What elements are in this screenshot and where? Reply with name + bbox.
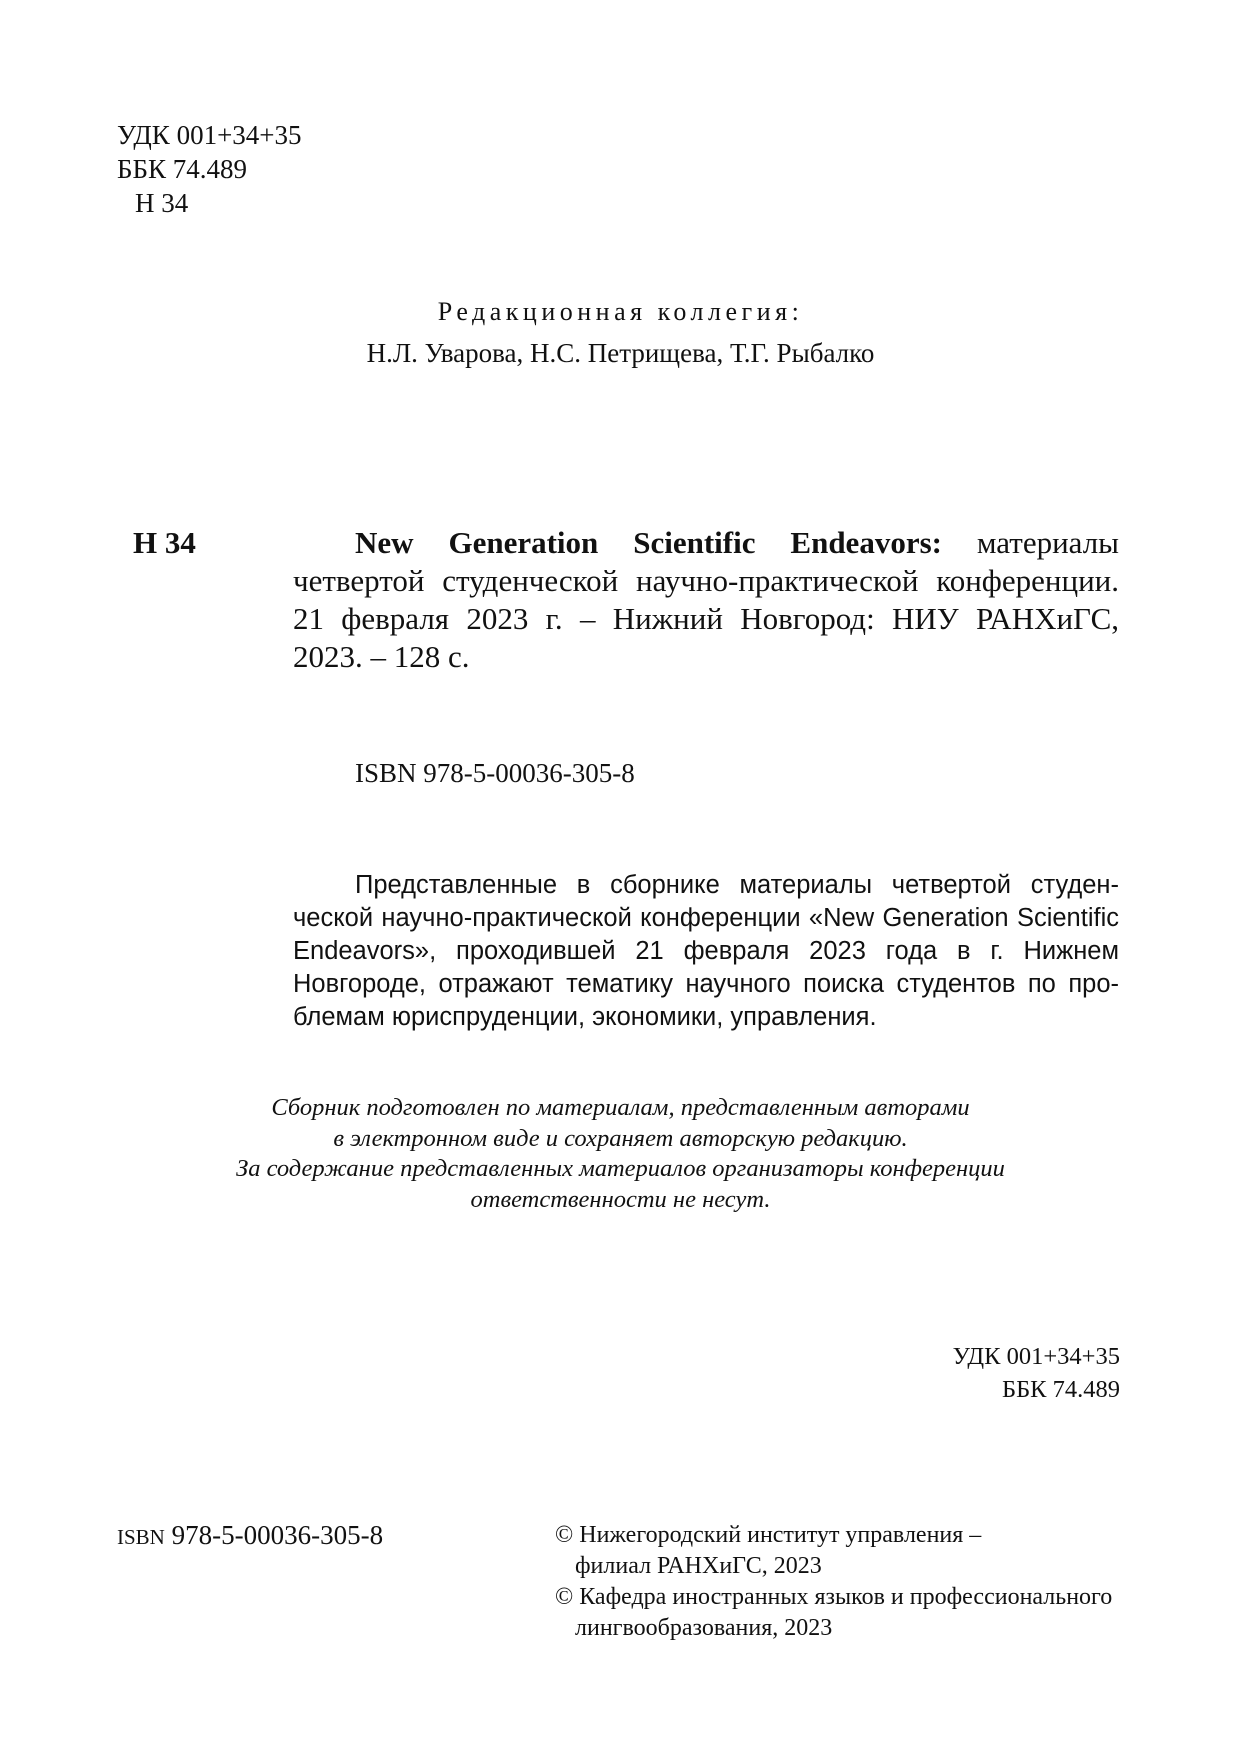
isbn-prefix: ISBN [117, 1525, 165, 1549]
bottom-classification-codes [953, 1340, 1120, 1406]
copyright-line: © Кафедра иностранных языков и профессионального [555, 1584, 1113, 1610]
copyright-line: лингвообразования, 2023 [575, 1615, 833, 1641]
editorial-board-members: Н.Л. Уварова, Н.С. Петрищева, Т.Г. Рыбалко [366, 338, 875, 368]
bibliographic-cipher: Н 34 [133, 525, 196, 560]
copyright-line: филиал РАНХиГС, 2023 [575, 1553, 822, 1579]
isbn-value: 978-5-00036-305-8 [171, 1520, 384, 1550]
disclaimer [150, 1093, 1091, 1215]
bbk-code: ББК 74.489 [117, 154, 248, 184]
editorial-board-title: Редакционная коллегия: [437, 297, 804, 326]
annotation: Представленные в сборнике материалы четвертой студенческой научно-практической конференции «New Generation Scientific Endeavors», проходившей 21 февраля 2023 года в г. Нижнем Новгороде, отражают тематику научного поиска студентов по проблемам юриспруденции, экономики, управления. [293, 871, 1119, 1031]
author-cipher: Н 34 [135, 188, 189, 218]
udk-code: УДК 001+34+35 [117, 120, 302, 150]
isbn-number: ISBN 978-5-00036-305-8 [355, 758, 635, 788]
bbk-code: ББК 74.489 [1002, 1376, 1120, 1403]
disclaimer-line: За содержание представленных материалов организаторы конференции [236, 1155, 1005, 1182]
bottom-isbn [117, 1520, 383, 1551]
collection-details: материалы четвертой студенческой научно-практической конференции. 21 февраля 2023 г. – Нижний Новгород: НИУ РАНХиГС, 2023. – 128 с. [293, 525, 1119, 674]
collection-title: New Generation Scientific Endeavors: [355, 525, 942, 560]
disclaimer-line: в электронном виде и сохраняет авторскую редакцию. [333, 1124, 908, 1152]
udk-code: УДК 001+34+35 [952, 1343, 1120, 1370]
bibliographic-description [293, 524, 1119, 676]
disclaimer-line: ответственности не несут. [470, 1185, 771, 1213]
top-classification-codes [117, 118, 302, 220]
disclaimer-line: Сборник подготовлен по материалам, представленным авторами [271, 1094, 970, 1121]
copyright-notices [555, 1520, 1112, 1644]
copyright-line: © Нижегородский институт управления – [555, 1522, 982, 1548]
